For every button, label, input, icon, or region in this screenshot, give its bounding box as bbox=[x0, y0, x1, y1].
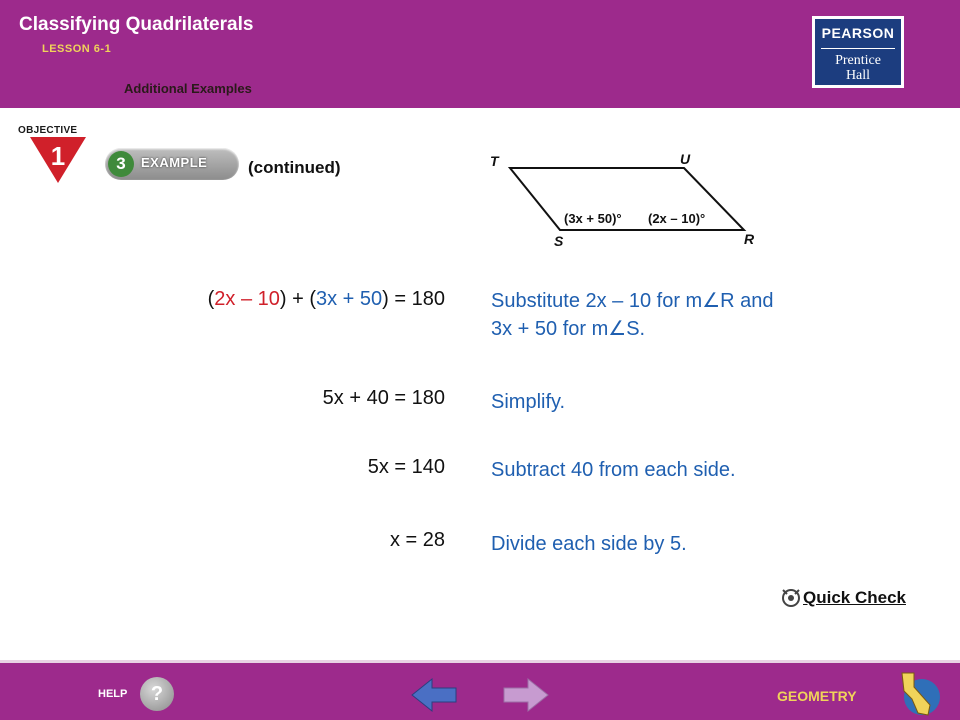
angle-s-label: (3x + 50)° bbox=[564, 211, 622, 226]
step-1-note bbox=[491, 287, 774, 343]
forward-arrow-icon[interactable] bbox=[502, 677, 550, 713]
step-1-note-line2: 3x + 50 for m∠S. bbox=[491, 318, 646, 340]
step-2-note: Simplify. bbox=[491, 391, 566, 413]
equation-1-angle-r: 2x – 10 bbox=[214, 288, 280, 310]
lesson-title: Classifying Quadrilaterals bbox=[19, 14, 254, 35]
help-icon[interactable]: ? bbox=[140, 677, 174, 711]
step-1-note-line1: Substitute 2x – 10 for m∠R and bbox=[491, 290, 774, 312]
continued-label: (continued) bbox=[248, 158, 341, 177]
vertex-s: S bbox=[554, 233, 564, 249]
example-word: EXAMPLE bbox=[141, 155, 208, 170]
quick-check-label[interactable]: Quick Check bbox=[803, 588, 906, 607]
section-label: Additional Examples bbox=[124, 81, 252, 96]
objective-label: OBJECTIVE bbox=[18, 125, 78, 136]
publisher-divider bbox=[821, 48, 895, 49]
parallelogram-shape bbox=[510, 168, 744, 230]
vertex-t: T bbox=[490, 153, 499, 169]
publisher-name: PEARSON bbox=[821, 25, 895, 41]
publisher-imprint bbox=[815, 53, 901, 83]
parallelogram-figure bbox=[488, 150, 770, 250]
lesson-number: LESSON 6-1 bbox=[42, 43, 112, 55]
equation-2: 5x + 40 = 180 bbox=[322, 387, 445, 409]
objective-arrow-icon bbox=[28, 135, 88, 191]
footer-bar bbox=[0, 660, 960, 720]
equation-1-part5: ) = 180 bbox=[382, 288, 445, 310]
publisher-logo bbox=[812, 16, 904, 88]
equation-1-part3: ) + ( bbox=[279, 288, 316, 310]
vertex-u: U bbox=[680, 151, 691, 167]
example-number: 3 bbox=[108, 151, 134, 177]
equation-1-part1: ( bbox=[207, 288, 215, 310]
back-arrow-icon[interactable] bbox=[410, 677, 458, 713]
publisher-imprint-line1: Prentice bbox=[835, 53, 881, 68]
example-badge bbox=[105, 148, 239, 180]
angle-r-label: (2x – 10)° bbox=[648, 211, 706, 226]
objective-marker bbox=[16, 125, 88, 185]
equation-1-angle-s: 3x + 50 bbox=[316, 288, 383, 310]
help-label: HELP bbox=[98, 688, 128, 700]
header-banner bbox=[0, 0, 960, 108]
california-map-icon bbox=[896, 669, 942, 719]
equation-3: 5x = 140 bbox=[367, 456, 445, 478]
publisher-imprint-line2: Hall bbox=[845, 68, 871, 83]
objective-number: 1 bbox=[50, 141, 66, 171]
quick-check-icon bbox=[780, 587, 802, 609]
course-label: GEOMETRY bbox=[777, 688, 857, 704]
equation-1 bbox=[208, 288, 445, 311]
equation-4: x = 28 bbox=[389, 529, 445, 551]
step-4-note: Divide each side by 5. bbox=[491, 533, 687, 555]
step-3-note: Subtract 40 from each side. bbox=[491, 459, 736, 481]
vertex-r: R bbox=[744, 231, 755, 247]
